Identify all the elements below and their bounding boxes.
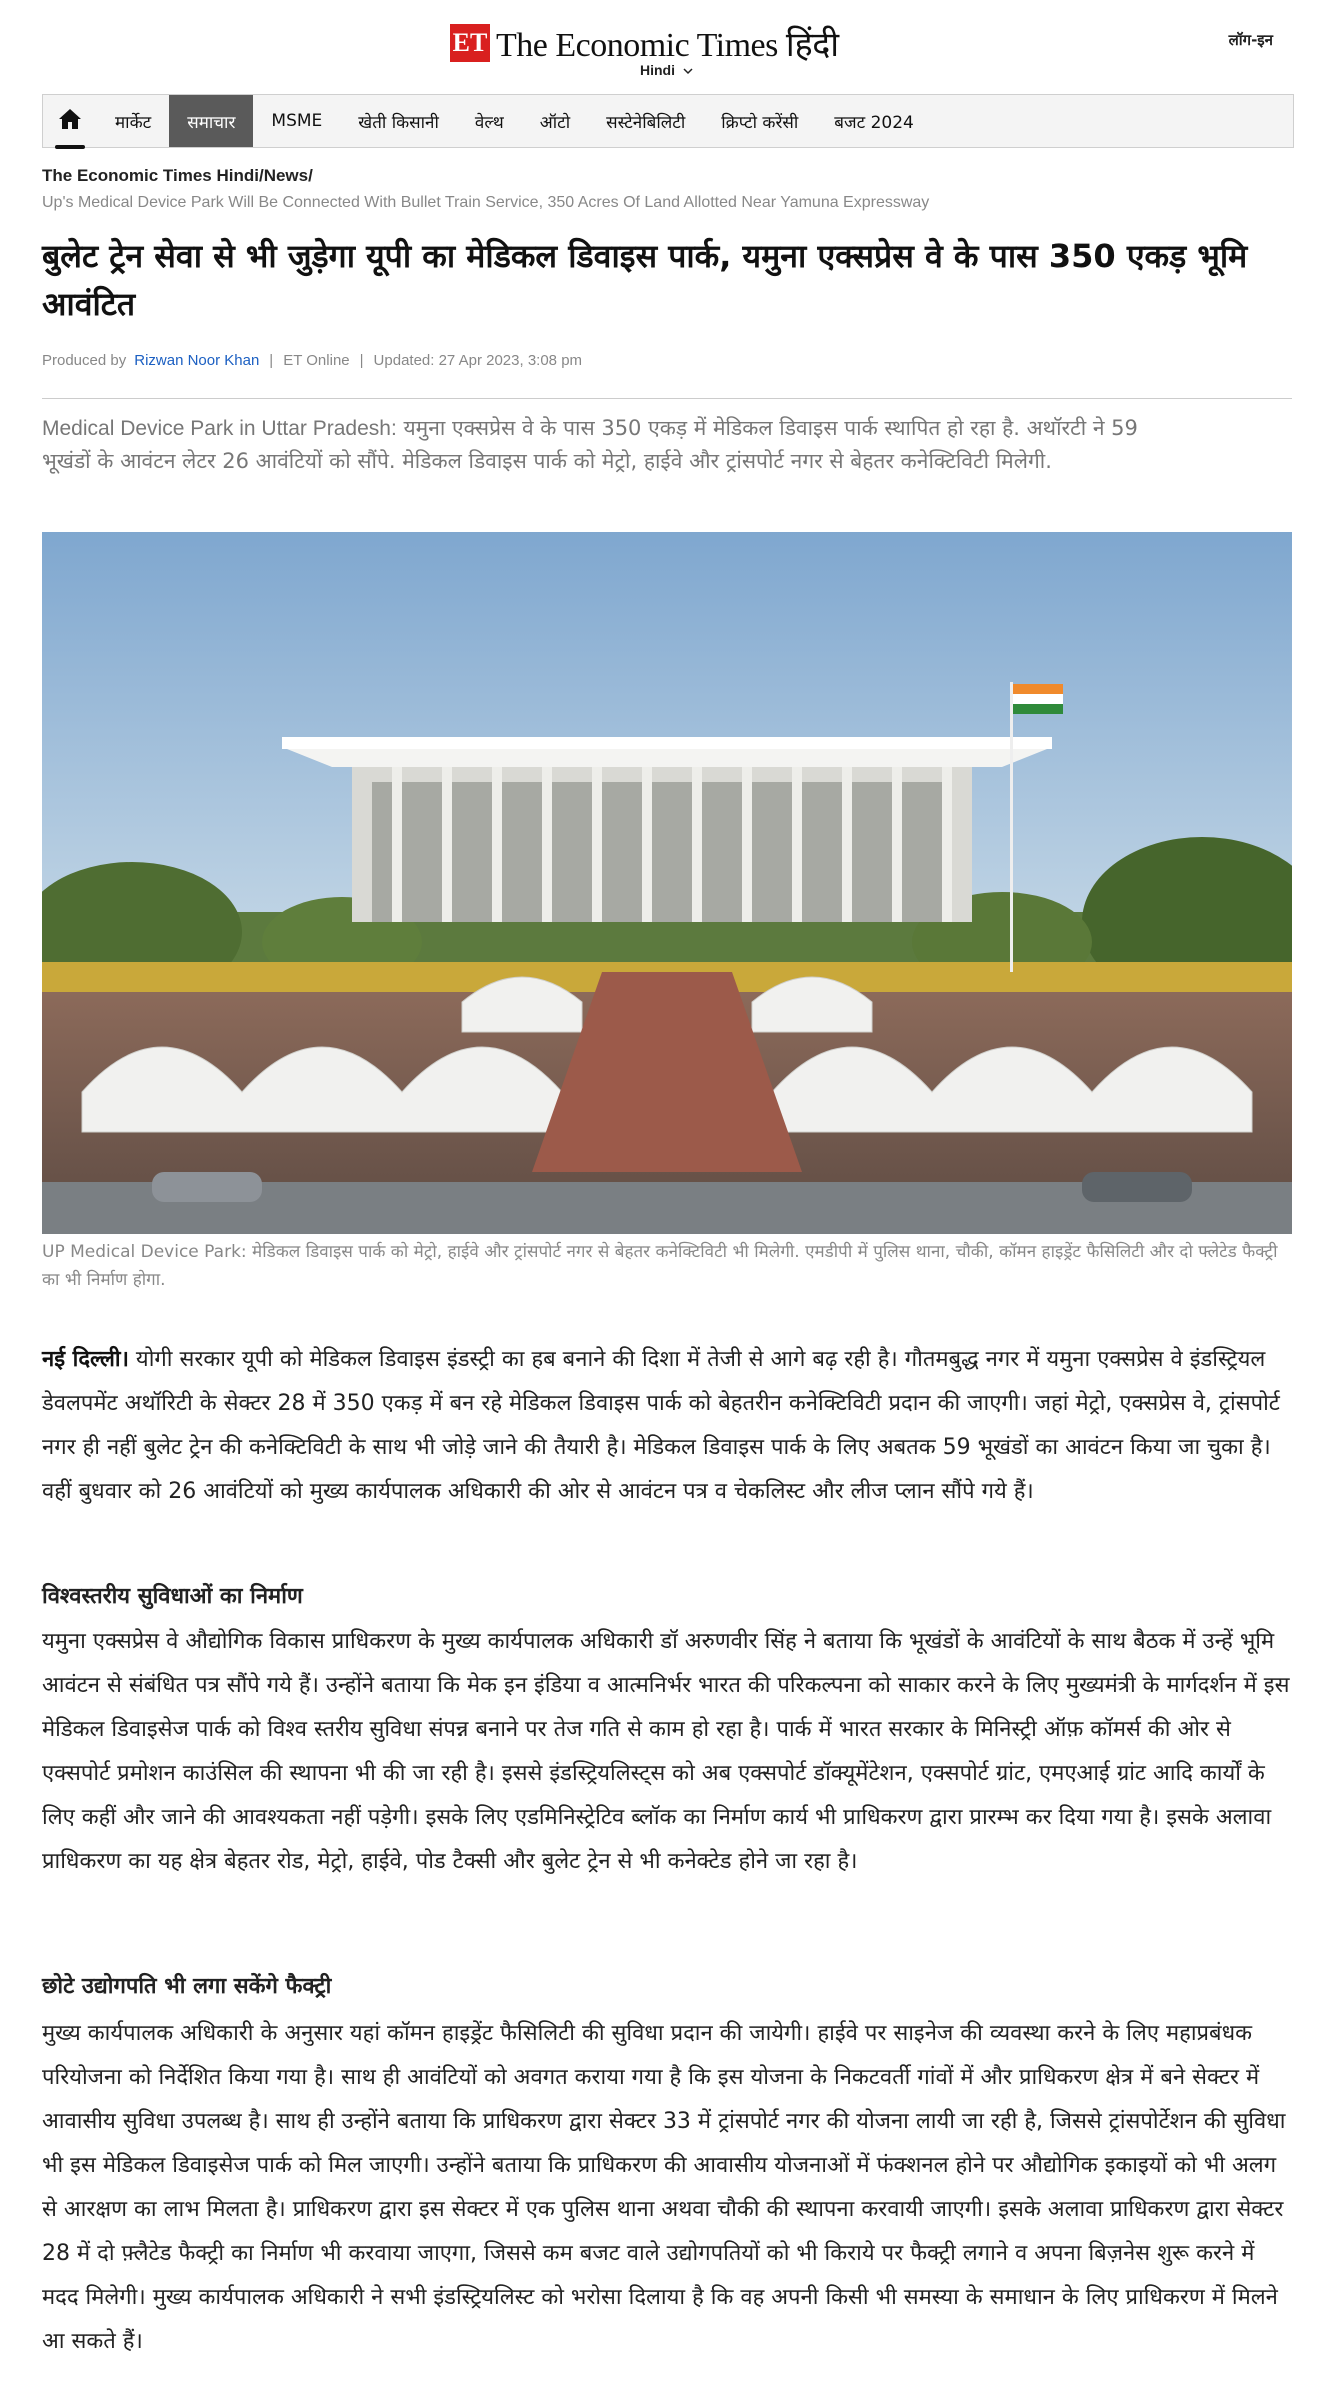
nav-item-agriculture[interactable]: खेती किसानी	[358, 112, 439, 133]
dateline: नई दिल्ली।	[42, 1347, 129, 1372]
byline-divider: |	[269, 352, 274, 369]
author-link[interactable]: Rizwan Noor Khan	[134, 352, 260, 369]
masthead	[0, 16, 1336, 86]
edition-selector[interactable]	[640, 62, 693, 78]
article-headline: बुलेट ट्रेन सेवा से भी जुड़ेगा यूपी का मेडिकल डिवाइस पार्क, यमुना एक्सप्रेस वे के पास 350 एकड़ भूमि आवंटित	[42, 237, 1248, 323]
site-logo[interactable]	[450, 20, 839, 66]
section-heading: विश्वस्तरीय सुविधाओं का निर्माण	[42, 1584, 303, 1609]
article-summary	[42, 412, 1192, 478]
article-paragraph	[42, 1338, 1292, 1514]
byline	[42, 352, 582, 369]
main-nav	[42, 94, 1294, 148]
nav-item-crypto[interactable]: क्रिप्टो करेंसी	[721, 112, 799, 133]
article-hero-image	[42, 532, 1292, 1234]
nav-item-news[interactable]: समाचार	[169, 95, 253, 147]
byline-divider: |	[359, 352, 364, 369]
nav-home[interactable]	[43, 95, 97, 147]
logo-text: The Economic Times हिंदी	[496, 27, 839, 64]
breadcrumb: The Economic Times Hindi/News/	[42, 166, 313, 185]
summary-text: यमुना एक्सप्रेस वे के पास 350 एकड़ में मेडिकल डिवाइस पार्क स्थापित हो रहा है. अथॉरटी ने 59 भूखंडों के आवंटन लेटर 26 आवंटियों को सौंपे. मेडिकल डिवाइस पार्क को मेट्रो, हाईवे और ट्रांसपोर्ट नगर से बेहतर कनेक्टिविटी मिलेगी.	[42, 416, 1138, 473]
chevron-down-icon	[683, 62, 693, 78]
nav-item-sustainability[interactable]: सस्टेनेबिलिटी	[606, 112, 686, 133]
home-icon	[58, 108, 82, 134]
section-heading: छोटे उद्योगपति भी लगा सकेंगे फैक्ट्री	[42, 1974, 332, 1999]
nav-item-budget[interactable]: बजट 2024	[834, 112, 914, 133]
nav-item-auto[interactable]: ऑटो	[539, 112, 571, 133]
article-paragraph: यमुना एक्सप्रेस वे औद्योगिक विकास प्राधिकरण के मुख्य कार्यपालक अधिकारी डॉ अरुणवीर सिंह ने बताया कि भूखंडों के आवंटियों के साथ बैठक में उन्हें भूमि आवंटन से संबंधित पत्र सौंपे गये हैं। उन्होंने बताया कि मेक इन इंडिया व आत्मनिर्भर भारत की परिकल्पना को साकार करने के लिए मुख्यमंत्री के मार्गदर्शन में इस मेडिकल डिवाइसेज पार्क को विश्व स्तरीय सुविधा संपन्न बनाने पर तेज गति से काम हो रहा है। पार्क में भारत सरकार के मिनिस्ट्री ऑफ़ कॉमर्स की ओर से एक्सपोर्ट प्रमोशन काउंसिल की स्थापना भी की जा रही है। इससे इंडस्ट्रियलिस्ट्स को अब एक्सपोर्ट डॉक्यूमेंटेशन, एक्सपोर्ट ग्रांट, एमएआई ग्रांट आदि कार्यों के लिए कहीं और जाने की आवश्यकता नहीं पड़ेगी। इसके लिए एडमिनिस्ट्रेटिव ब्लॉक का निर्माण कार्य भी प्राधिकरण द्वारा प्रारम्भ कर दिया गया है। इसके अलावा प्राधिकरण का यह क्षेत्र बेहतर रोड, मेट्रो, हाईवे, पोड टैक्सी और बुलेट ट्रेन से भी कनेक्टेड होने जा रहा है।	[42, 1629, 1290, 1874]
image-caption: UP Medical Device Park: मेडिकल डिवाइस पार्क को मेट्रो, हाईवे और ट्रांसपोर्ट नगर से बेहतर कनेक्टिविटी भी मिलेगी. एमडीपी में पुलिस थाना, चौकी, कॉमन हाइड्रेंट फैसिलिटी और दो फ्लेटेड फैक्ट्री का भी निर्माण होगा.	[42, 1242, 1278, 1290]
article-paragraph: मुख्य कार्यपालक अधिकारी के अनुसार यहां कॉमन हाइड्रेंट फैसिलिटी की सुविधा प्रदान की जायेगी। हाईवे पर साइनेज की व्यवस्था करने के लिए महाप्रबंधक परियोजना को निर्देशित किया गया है। साथ ही आवंटियों को अवगत कराया गया है कि इस योजना के निकटवर्ती गांवों में और प्राधिकरण क्षेत्र में बने सेक्टर में आवासीय सुविधा उपलब्ध है। साथ ही उन्होंने बताया कि प्राधिकरण द्वारा सेक्टर 33 में ट्रांसपोर्ट नगर की योजना लायी जा रही है, जिससे ट्रांसपोर्टेशन की सुविधा भी इस मेडिकल डिवाइसेज पार्क को मिल जाएगी। उन्होंने बताया कि प्राधिकरण की आवासीय योजनाओं में फंक्शनल होने पर औद्योगिक इकाइयों को भी अलग से आरक्षण का लाभ मिलता है। प्राधिकरण द्वारा इस सेक्टर में एक पुलिस थाना अथवा चौकी की स्थापना करवायी जाएगी। इसके अलावा प्राधिकरण द्वारा सेक्टर 28 में दो फ़्लैटेड फैक्ट्री का निर्माण भी करवाया जाएगा, जिससे कम बजट वाले उद्योगपतियों को भी किराये पर फैक्ट्री लगाने व अपना बिज़नेस शुरू करने में मदद मिलेगी। मुख्य कार्यपालक अधिकारी ने सभी इंडस्ट्रियलिस्ट को भरोसा दिलाया है कि वह अपनी किसी भी समस्या के समाधान के लिए प्राधिकरण में मिलने आ सकते हैं।	[42, 2021, 1286, 2354]
produced-by-label: Produced by	[42, 352, 127, 369]
breadcrumb-section[interactable]: News	[263, 166, 309, 185]
login-link[interactable]: लॉग-इन	[1228, 31, 1273, 49]
et-logo-mark: ET	[450, 24, 490, 62]
edition-label: Hindi	[640, 62, 675, 78]
divider	[42, 398, 1292, 399]
paragraph-text: योगी सरकार यूपी को मेडिकल डिवाइस इंडस्ट्री का हब बनाने की दिशा में तेजी से आगे बढ़ रही है। गौतमबुद्ध नगर में यमुना एक्सप्रेस वे इंडस्ट्रियल डेवलपमेंट अथॉरिटी के सेक्टर 28 में 350 एकड़ में बन रहे मेडिकल डिवाइस पार्क को बेहतरीन कनेक्टिविटी प्रदान की जाएगी। जहां मेट्रो, एक्सप्रेस वे, ट्रांसपोर्ट नगर ही नहीं बुलेट ट्रेन की कनेक्टिविटी के साथ भी जोड़े जाने की तैयारी है। मेडिकल डिवाइस पार्क के लिए अबतक 59 भूखंडों का आवंटन किया जा चुका है। वहीं बुधवार को 26 आवंटियों को मुख्य कार्यपालक अधिकारी की ओर से आवंटन पत्र व चेकलिस्ट और लीज प्लान सौंपे गये हैं।	[42, 1347, 1280, 1504]
nav-item-market[interactable]: मार्केट	[115, 112, 152, 133]
nav-item-msme[interactable]: MSME	[271, 111, 323, 131]
byline-source: ET Online	[283, 352, 350, 369]
byline-updated: Updated: 27 Apr 2023, 3:08 pm	[373, 352, 583, 369]
breadcrumb-current: Up's Medical Device Park Will Be Connected With Bullet Train Service, 350 Acres Of Land Allotted Near Yamuna Expressway	[42, 194, 930, 211]
breadcrumb-home[interactable]: The Economic Times Hindi	[42, 166, 259, 185]
summary-lead: Medical Device Park in Uttar Pradesh:	[42, 417, 397, 440]
nav-item-wealth[interactable]: वेल्थ	[474, 112, 504, 133]
